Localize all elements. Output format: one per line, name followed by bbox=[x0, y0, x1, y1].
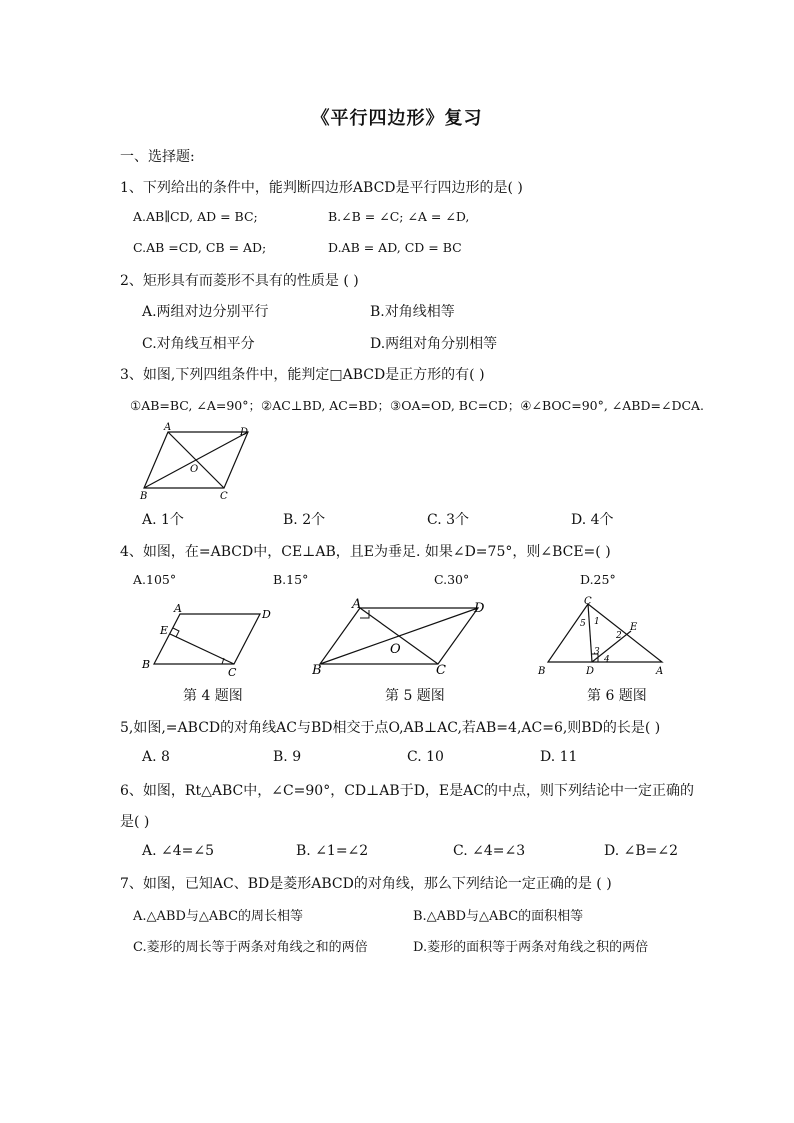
fig6-label-3: 3 bbox=[594, 647, 600, 657]
page-title: 《平行四边形》复习 bbox=[311, 108, 483, 129]
fig5-label-a: A bbox=[352, 597, 362, 612]
fig3-label-c: C bbox=[220, 491, 228, 500]
fig6-label-1: 1 bbox=[594, 617, 600, 627]
fig6-label-c: C bbox=[584, 596, 592, 607]
question-6-stem-line-2: 是( ) bbox=[120, 814, 150, 830]
fig5-label-c: C bbox=[436, 663, 446, 678]
question-6-stem-line-1: 6、如图，Rt△ABC中，∠C=90°，CD⊥AB于D，E是AC的中点，则下列结论中一定正确的 bbox=[120, 783, 694, 799]
question-5-option-c[interactable]: C. 10 bbox=[407, 749, 444, 765]
question-5-option-d[interactable]: D. 11 bbox=[540, 749, 578, 765]
fig5-label-o: O bbox=[390, 642, 401, 657]
question-2-option-d[interactable]: D.两组对角分别相等 bbox=[370, 336, 498, 352]
question-4-stem: 4、如图，在=ABCD中，CE⊥AB，且E为垂足. 如果∠D=75°，则∠BCE=( ) bbox=[120, 544, 611, 560]
question-7-option-c[interactable]: C.菱形的周长等于两条对角线之和的两倍 bbox=[133, 940, 368, 955]
figure-q4-parallelogram bbox=[138, 600, 278, 680]
question-3-option-b[interactable]: B. 2个 bbox=[283, 512, 326, 528]
fig4-label-d: D bbox=[262, 608, 271, 621]
figure-q3-parallelogram bbox=[136, 420, 256, 500]
question-4-option-d[interactable]: D.25° bbox=[580, 572, 616, 587]
question-1-option-a[interactable]: A.AB∥CD, AD = BC; bbox=[133, 209, 258, 224]
question-2-option-a[interactable]: A.两组对边分别平行 bbox=[142, 304, 269, 320]
fig4-label-b: B bbox=[142, 658, 151, 671]
question-5-option-b[interactable]: B. 9 bbox=[273, 749, 302, 765]
question-1-option-c[interactable]: C.AB =CD, CB = AD; bbox=[133, 240, 267, 255]
fig6-label-b: B bbox=[538, 666, 546, 677]
figure-q5-parallelogram bbox=[312, 596, 492, 680]
caption-figure-5: 第 5 题图 bbox=[385, 688, 445, 704]
question-2-option-b[interactable]: B.对角线相等 bbox=[370, 304, 455, 320]
fig6-label-e: E bbox=[630, 622, 638, 633]
question-2-stem: 2、矩形具有而菱形不具有的性质是 ( ) bbox=[120, 273, 359, 289]
fig6-label-4: 4 bbox=[604, 655, 610, 665]
caption-figure-4: 第 4 题图 bbox=[183, 688, 243, 704]
fig3-label-a: A bbox=[164, 422, 172, 433]
fig6-label-2: 2 bbox=[616, 631, 622, 641]
fig3-label-d: D bbox=[240, 427, 249, 438]
question-1-option-b[interactable]: B.∠B = ∠C; ∠A = ∠D, bbox=[328, 209, 470, 224]
question-3-stem: 3、如图,下列四组条件中，能判定□ABCD是正方形的有( ) bbox=[120, 367, 485, 383]
question-3-option-d[interactable]: D. 4个 bbox=[571, 512, 614, 528]
figure-q6-right-triangle bbox=[536, 596, 672, 680]
section-heading: 一、选择题: bbox=[120, 149, 195, 165]
question-7-stem: 7、如图，已知AC、BD是菱形ABCD的对角线，那么下列结论一定正确的是 ( ) bbox=[120, 876, 612, 892]
fig4-label-c: C bbox=[228, 666, 237, 679]
fig3-label-b: B bbox=[140, 491, 148, 500]
question-3-conditions: ①AB=BC, ∠A=90°；②AC⊥BD, AC=BD；③OA=OD, BC=CD；④∠BOC=90°, ∠ABD=∠DCA. bbox=[130, 398, 705, 413]
fig6-label-a: A bbox=[656, 666, 664, 677]
question-1-stem: 1、下列给出的条件中，能判断四边形ABCD是平行四边形的是( ) bbox=[120, 180, 523, 196]
question-4-option-c[interactable]: C.30° bbox=[434, 572, 470, 587]
question-2-option-c[interactable]: C.对角线互相平分 bbox=[142, 336, 255, 352]
question-3-option-a[interactable]: A. 1个 bbox=[142, 512, 184, 528]
question-6-option-a[interactable]: A. ∠4=∠5 bbox=[142, 843, 215, 859]
question-3-option-c[interactable]: C. 3个 bbox=[427, 512, 470, 528]
fig4-label-e: E bbox=[160, 624, 169, 637]
fig5-label-b: B bbox=[312, 663, 322, 678]
question-5-stem: 5,如图,=ABCD的对角线AC与BD相交于点O,AB⊥AC,若AB=4,AC=6,则BD的长是( ) bbox=[120, 720, 661, 736]
question-6-option-d[interactable]: D. ∠B=∠2 bbox=[604, 843, 679, 859]
question-5-option-a[interactable]: A. 8 bbox=[142, 749, 170, 765]
caption-figure-6: 第 6 题图 bbox=[587, 688, 647, 704]
fig6-label-d: D bbox=[586, 666, 595, 677]
question-6-option-c[interactable]: C. ∠4=∠3 bbox=[453, 843, 526, 859]
question-4-option-b[interactable]: B.15° bbox=[273, 572, 309, 587]
question-6-option-b[interactable]: B. ∠1=∠2 bbox=[296, 843, 369, 859]
question-4-option-a[interactable]: A.105° bbox=[133, 572, 177, 587]
question-7-option-b[interactable]: B.△ABD与△ABC的面积相等 bbox=[413, 909, 584, 924]
question-1-option-d[interactable]: D.AB = AD, CD = BC bbox=[328, 240, 462, 255]
fig6-label-5: 5 bbox=[580, 619, 586, 629]
question-7-option-a[interactable]: A.△ABD与△ABC的周长相等 bbox=[133, 909, 304, 924]
question-7-option-d[interactable]: D.菱形的面积等于两条对角线之积的两倍 bbox=[413, 940, 649, 955]
fig4-label-a: A bbox=[174, 602, 182, 615]
fig3-label-o: O bbox=[190, 464, 199, 475]
fig5-label-d: D bbox=[474, 601, 485, 616]
